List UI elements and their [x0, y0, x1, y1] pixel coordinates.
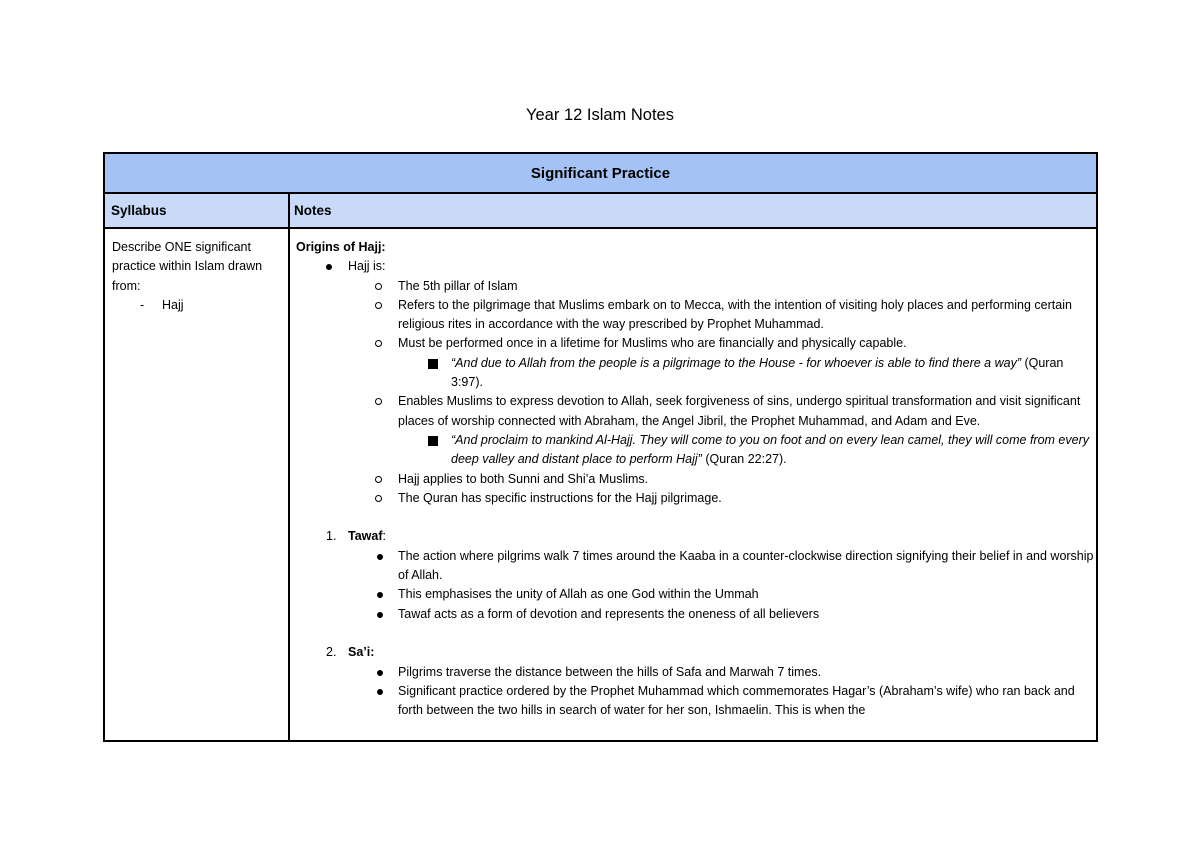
list-item: The Quran has specific instructions for the Hajj pilgrimage. — [296, 489, 1096, 508]
list-item: Must be performed once in a lifetime for Muslims who are financially and physically capable. — [296, 334, 1096, 353]
list-item: The action where pilgrims walk 7 times around the Kaaba in a counter-clockwise direction signifying their belief in and worship of Allah. — [296, 547, 1096, 586]
dash-marker: - — [140, 297, 145, 312]
syllabus-cell — [112, 238, 282, 315]
circle-bullet-icon — [375, 495, 382, 502]
circle-bullet-icon — [375, 283, 382, 290]
circle-bullet-icon — [375, 340, 382, 347]
bullet-icon — [377, 612, 383, 618]
sai-heading: 2. Sa’i: — [296, 643, 1096, 662]
notes-cell — [296, 238, 1096, 720]
list-item: Significant practice ordered by the Prophet Muhammad which commemorates Hagar’s (Abraham’s wife) who ran back and forth between the two hills in search of water for her son, Ishmaelin. This is when the — [296, 682, 1096, 721]
notes-table — [103, 152, 1098, 742]
list-item: Refers to the pilgrimage that Muslims embark on to Mecca, with the intention of visiting holy places and performing certain religious rites in accordance with the way prescribed by Prophet Muhammad. — [296, 296, 1096, 335]
list-item: Pilgrims traverse the distance between the hills of Safa and Marwah 7 times. — [296, 663, 1096, 682]
origins-heading: Origins of Hajj: — [296, 240, 386, 254]
bullet-icon — [377, 592, 383, 598]
table-header: Significant Practice — [105, 154, 1096, 194]
document-title: Year 12 Islam Notes — [526, 106, 674, 124]
list-number: 2. — [326, 645, 337, 660]
bullet-icon — [377, 670, 383, 676]
list-item: Hajj applies to both Sunni and Shi’a Muslims. — [296, 470, 1096, 489]
tawaf-heading: 1. Tawaf: — [296, 527, 1096, 546]
list-number: 1. — [326, 529, 337, 544]
square-bullet-icon — [428, 359, 438, 369]
syllabus-subitem — [112, 296, 282, 315]
list-item: The 5th pillar of Islam — [296, 277, 1096, 296]
quote-item: “And due to Allah from the people is a pilgrimage to the House - for whoever is able to find there a way” (Quran 3:97). — [296, 354, 1096, 393]
syllabus-item-hajj: Hajj — [162, 297, 184, 312]
circle-bullet-icon — [375, 398, 382, 405]
column-divider — [288, 194, 290, 742]
list-item: This emphasises the unity of Allah as one God within the Ummah — [296, 585, 1096, 604]
square-bullet-icon — [428, 436, 438, 446]
syllabus-text: Describe ONE significant practice within Islam drawn from: — [112, 240, 263, 293]
circle-bullet-icon — [375, 476, 382, 483]
notes-column-header: Notes — [288, 194, 1096, 229]
bullet-icon — [377, 554, 383, 560]
list-item: Tawaf acts as a form of devotion and represents the oneness of all believers — [296, 605, 1096, 624]
bullet-icon — [377, 689, 383, 695]
list-item: Enables Muslims to express devotion to Allah, seek forgiveness of sins, undergo spiritual transformation and visit significant places of worship connected with Abraham, the Angel Jibril, the Prophet Muhammad, and Adam and Eve. — [296, 392, 1096, 431]
circle-bullet-icon — [375, 302, 382, 309]
quote-item: “And proclaim to mankind Al-Hajj. They will come to you on foot and on every lean camel, they will come from every deep valley and distant place to perform Hajj” (Quran 22:27). — [296, 431, 1096, 470]
list-item: Hajj is: — [296, 257, 1096, 276]
bullet-icon — [326, 264, 332, 270]
syllabus-column-header: Syllabus — [105, 194, 288, 229]
